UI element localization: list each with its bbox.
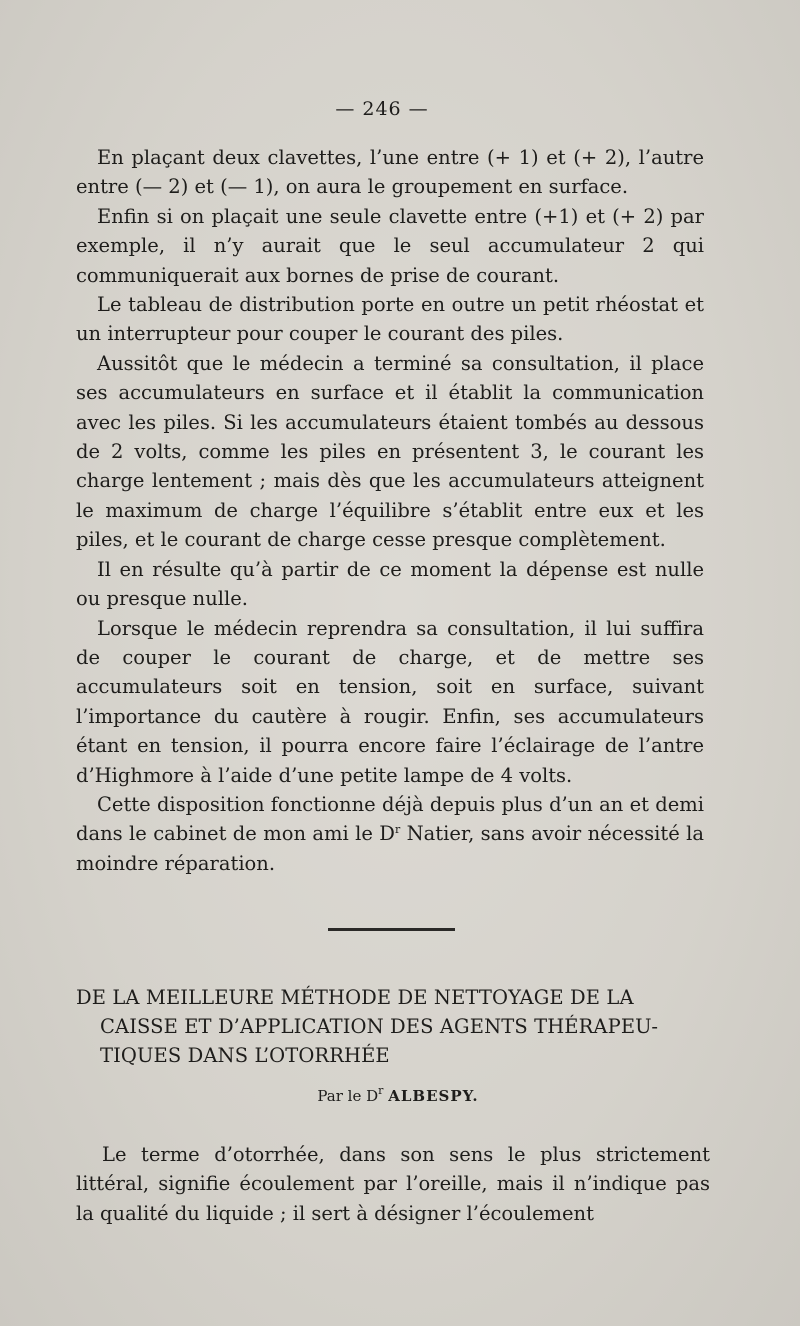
article-title — [76, 983, 712, 1070]
paragraph-text: Cette disposition fonctionne déjà depuis plus d’un an et demi dans le cabinet de mon ami le D — [76, 792, 704, 846]
paragraph-text: Natier, sans avoir nécessité la moindre réparation. — [76, 822, 704, 875]
page-number: — 246 — — [335, 98, 429, 120]
paragraph: Lorsque le médecin reprendra sa consultation, il lui suffira de couper le courant de charge, et de mettre ses accumulateurs soit en tension, soit en surface, suivant l’importance du cautère à rougir. Enfin, ses accumulateurs étant en tension, il pourra encore faire l’éclairage de l’antre d’Highmore à l’aide d’une petite lampe de 4 volts. — [76, 616, 704, 787]
article-intro — [76, 1140, 710, 1228]
title-line: TIQUES DANS L’OTORRHÉE — [100, 1044, 390, 1067]
section-divider — [328, 928, 455, 931]
article-byline — [0, 1084, 796, 1105]
paragraph — [76, 790, 704, 878]
paragraph: En plaçant deux clavettes, l’une entre (+ 1) et (+ 2), l’autre entre (— 2) et (— 1), on aura le groupement en surface. — [76, 146, 704, 199]
body-text — [76, 143, 704, 878]
superscript: r — [394, 823, 401, 837]
byline-prefix: Par le D — [317, 1087, 379, 1105]
title-line: DE LA MEILLEURE MÉTHODE DE NETTOYAGE DE LA — [76, 986, 634, 1009]
author-name: ALBESPY. — [388, 1087, 479, 1105]
paragraph: Le terme d’otorrhée, dans son sens le plus strictement littéral, signifie écoulement par l’oreille, mais il n’indique pas la qualité du liquide ; il sert à désigner l’écoulement — [76, 1143, 710, 1225]
paragraph: Aussitôt que le médecin a terminé sa consultation, il place ses accumulateurs en surface et il établit la communication avec les piles. Si les accumulateurs étaient tombés au dessous de 2 volts, comme les piles en présentent 3, le courant les charge lentement ; mais dès que les accumulateurs atteignent le maximum de charge l’équilibre s’établit entre eux et les piles, et le courant de charge cesse presque complètement. — [76, 351, 704, 552]
paragraph: Il en résulte qu’à partir de ce moment la dépense est nulle ou presque nulle. — [76, 557, 704, 611]
title-line: CAISSE ET D’APPLICATION DES AGENTS THÉRAPEU- — [100, 1015, 659, 1038]
paragraph: Le tableau de distribution porte en outre un petit rhéostat et un interrupteur pour couper le courant des piles. — [76, 293, 704, 346]
paragraph: Enfin si on plaçait une seule clavette entre (+1) et (+ 2) par exemple, il n’y aurait que le seul accumulateur 2 qui communiquerait aux bornes de prise de courant. — [76, 204, 704, 287]
superscript: r — [378, 1084, 384, 1097]
